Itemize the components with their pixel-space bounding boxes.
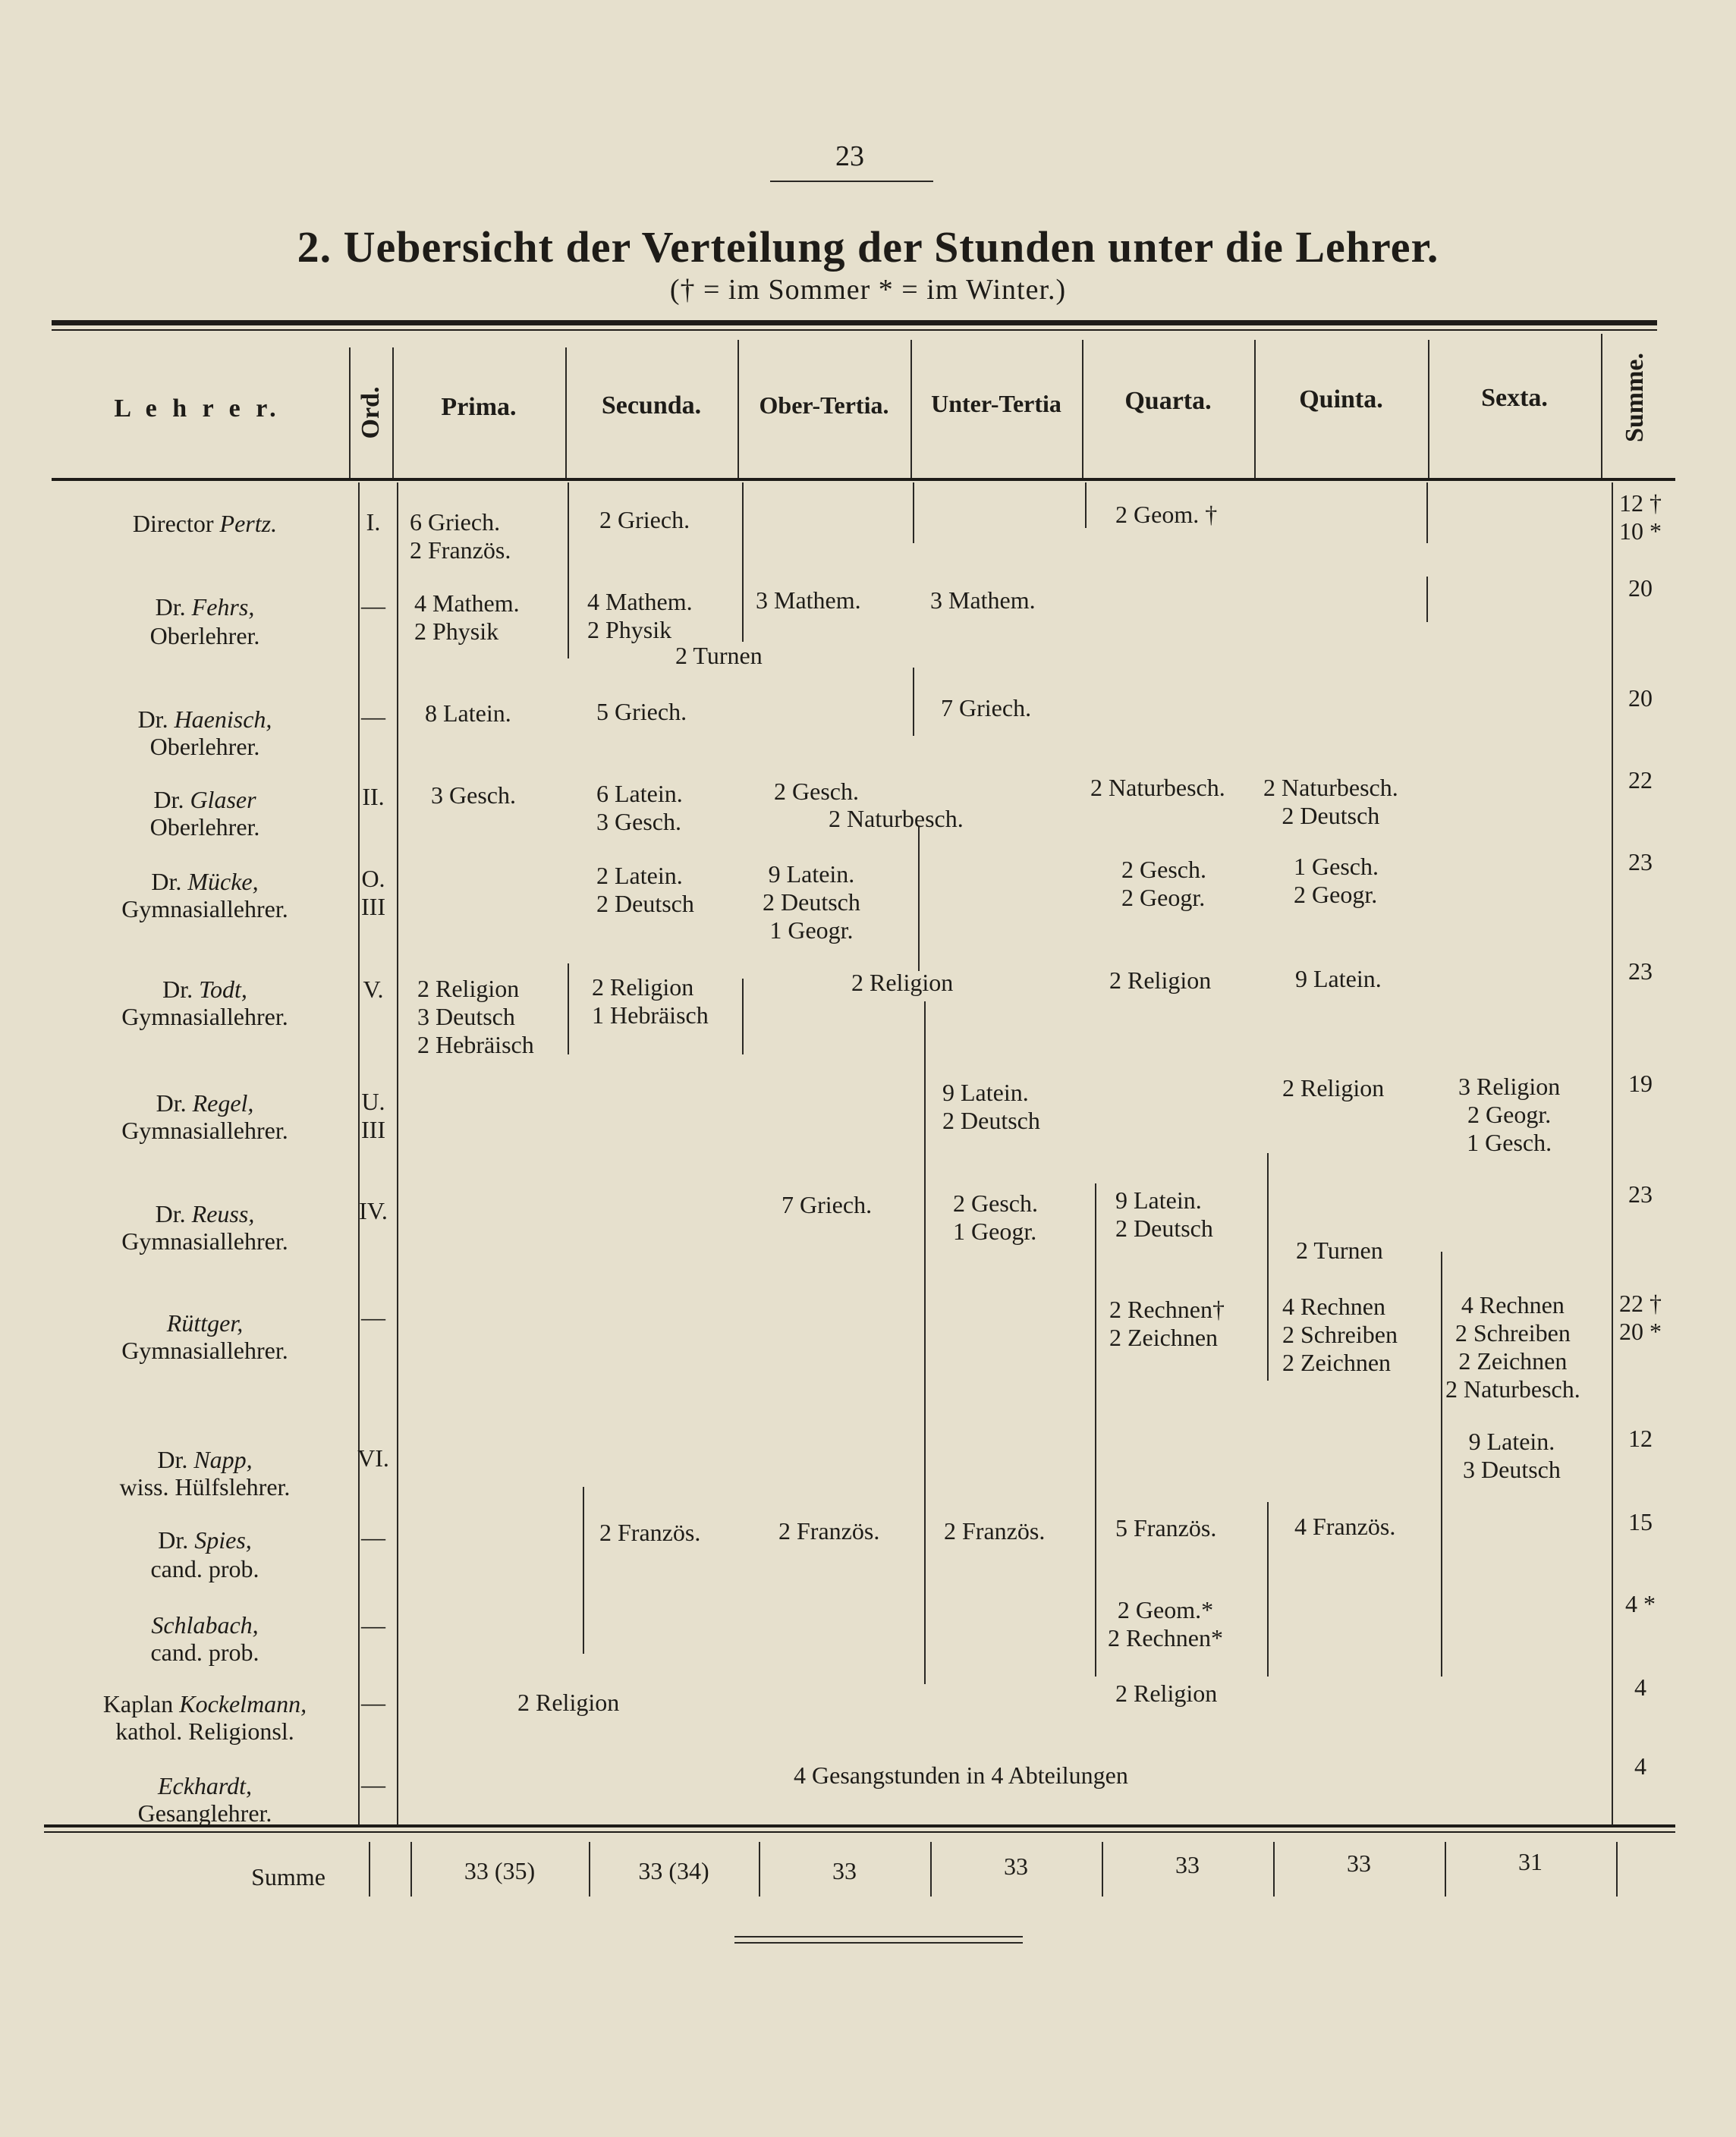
total-quinta: 33 xyxy=(1347,1849,1371,1877)
cell-prima: 8 Latein. xyxy=(425,699,511,727)
teacher-ord: — xyxy=(361,1523,385,1551)
header-bottom-rule xyxy=(52,478,1675,481)
col-divider xyxy=(1441,1252,1442,1677)
page-title: 2. Uebersicht der Verteilung der Stunden unter die Lehrer. xyxy=(297,222,1439,272)
col-divider xyxy=(918,827,920,971)
col-divider xyxy=(568,482,569,658)
col-divider xyxy=(349,347,351,478)
cell-summe: 15 xyxy=(1628,1508,1653,1535)
teacher-title: kathol. Religionsl. xyxy=(115,1717,294,1745)
col-divider xyxy=(1267,1153,1269,1381)
teacher-ord: O. III xyxy=(361,865,385,920)
header-ord: Ord. xyxy=(357,386,385,439)
page-number: 23 xyxy=(835,140,864,172)
teacher-ord: — xyxy=(361,1611,385,1639)
cell-quarta: 2 Gesch. 2 Geogr. xyxy=(1121,856,1206,911)
teacher-title: Oberlehrer. xyxy=(149,622,260,649)
teacher-ord: — xyxy=(361,1689,385,1716)
col-divider xyxy=(913,482,914,543)
teacher-ord: IV. xyxy=(359,1197,388,1224)
col-divider xyxy=(397,482,398,1825)
total-sexta: 31 xyxy=(1518,1848,1543,1875)
cell-summe: 22 xyxy=(1628,766,1653,794)
cell-quinta: 2 Religion xyxy=(1282,1074,1385,1101)
teacher-ord: — xyxy=(361,702,385,730)
cell-span: 2 Religion xyxy=(851,969,954,996)
col-divider xyxy=(1085,482,1087,528)
cell-obertertia: 3 Mathem. xyxy=(756,586,861,614)
teacher-title: cand. prob. xyxy=(150,1555,259,1582)
cell-span: 2 Naturbesch. xyxy=(829,805,964,832)
header-obertertia: Ober-Tertia. xyxy=(759,391,889,419)
teacher-name: Dr. Glaser xyxy=(153,786,256,813)
cell-prima: 2 Religion 3 Deutsch 2 Hebräisch xyxy=(417,975,534,1058)
total-prima: 33 (35) xyxy=(464,1857,536,1884)
teacher-ord: — xyxy=(361,1303,385,1331)
cell-quarta: 5 Französ. xyxy=(1115,1514,1217,1541)
teacher-ord: — xyxy=(361,1771,385,1798)
total-quarta: 33 xyxy=(1175,1851,1200,1878)
cell-quarta: 2 Geom.* 2 Rechnen* xyxy=(1108,1596,1223,1651)
teacher-name: Dr. Spies, xyxy=(158,1526,252,1554)
body-bottom-rule-thin xyxy=(44,1831,1675,1833)
cell-summe: 4 xyxy=(1634,1673,1646,1701)
header-sexta: Sexta. xyxy=(1481,384,1548,412)
cell-quarta: 9 Latein. 2 Deutsch xyxy=(1115,1186,1213,1242)
cell-prima: 4 Mathem. 2 Physik xyxy=(414,589,520,645)
cell-summe: 23 xyxy=(1628,1180,1653,1208)
cell-obertertia: 7 Griech. xyxy=(782,1191,873,1218)
cell-summe: 20 xyxy=(1628,684,1653,712)
cell-span: 2 Turnen xyxy=(1296,1237,1383,1264)
col-divider xyxy=(742,482,744,642)
col-divider xyxy=(568,963,569,1054)
cell-prima: 6 Griech. 2 Französ. xyxy=(410,508,511,564)
cell-span: 2 Religion xyxy=(517,1689,620,1716)
cell-secunda: 2 Griech. xyxy=(599,506,690,533)
teacher-name: Kaplan Kockelmann, xyxy=(102,1690,307,1717)
teacher-title: Gymnasiallehrer. xyxy=(121,1337,288,1364)
teacher-title: Oberlehrer. xyxy=(149,733,260,760)
cell-secunda: 2 Religion 1 Hebräisch xyxy=(592,973,709,1029)
total-obertertia: 33 xyxy=(832,1857,857,1884)
header-quinta: Quinta. xyxy=(1299,385,1383,413)
col-divider xyxy=(1095,1183,1096,1677)
page-subtitle: († = im Sommer * = im Winter.) xyxy=(669,274,1067,306)
col-divider xyxy=(583,1487,584,1654)
total-label: Summe xyxy=(251,1863,326,1890)
header-untertertia: Unter-Tertia xyxy=(931,390,1061,417)
col-divider xyxy=(742,979,744,1054)
table-top-rule xyxy=(52,320,1657,325)
page-number-rule xyxy=(770,181,933,182)
teacher-name: Eckhardt, xyxy=(157,1772,253,1799)
cell-summe: 19 xyxy=(1628,1070,1653,1097)
header-secunda: Secunda. xyxy=(601,391,702,420)
cell-quinta: 1 Gesch. 2 Geogr. xyxy=(1294,853,1379,908)
cell-secunda: 2 Französ. xyxy=(599,1519,701,1546)
col-divider xyxy=(1426,577,1428,622)
teacher-ord: II. xyxy=(362,783,385,810)
table-top-rule-thin xyxy=(52,329,1657,331)
total-secunda: 33 (34) xyxy=(638,1857,709,1884)
teacher-name: Dr. Reuss, xyxy=(155,1200,255,1227)
cell-quinta: 9 Latein. xyxy=(1295,965,1382,992)
teacher-title: Gymnasiallehrer. xyxy=(121,1003,288,1030)
teacher-ord: U. III xyxy=(361,1088,385,1143)
cell-quinta: 4 Rechnen 2 Schreiben 2 Zeichnen xyxy=(1282,1293,1398,1376)
cell-prima: 3 Gesch. xyxy=(431,781,516,809)
teacher-name: Rüttger, xyxy=(166,1309,244,1337)
teacher-ord: VI. xyxy=(357,1444,389,1472)
cell-untertertia: 9 Latein. 2 Deutsch xyxy=(942,1079,1040,1134)
cell-summe: 23 xyxy=(1628,848,1653,875)
teacher-name: Dr. Regel, xyxy=(156,1089,254,1117)
cell-sexta: 3 Religion 2 Geogr. 1 Gesch. xyxy=(1458,1073,1561,1156)
cell-summe: 12 xyxy=(1628,1425,1653,1452)
cell-obertertia: 9 Latein. 2 Deutsch 1 Geogr. xyxy=(763,860,860,944)
cell-summe: 4 * xyxy=(1625,1590,1656,1617)
cell-quarta: 2 Religion xyxy=(1109,966,1212,994)
col-divider xyxy=(1267,1502,1269,1677)
cell-obertertia: 2 Gesch. xyxy=(774,778,859,805)
cell-summe: 20 xyxy=(1628,574,1653,602)
col-divider xyxy=(913,668,914,736)
teacher-name: Schlabach, xyxy=(151,1611,259,1639)
cell-sexta: 9 Latein. 3 Deutsch xyxy=(1463,1428,1561,1483)
header-prima: Prima. xyxy=(441,393,517,421)
teacher-ord: — xyxy=(361,592,385,619)
col-divider xyxy=(1601,334,1602,478)
total-divider xyxy=(369,1842,370,1897)
teacher-name: Dr. Todt, xyxy=(162,976,247,1003)
cell-obertertia: 2 Französ. xyxy=(778,1517,880,1545)
cell-untertertia: 7 Griech. xyxy=(941,694,1032,721)
total-divider xyxy=(1616,1842,1618,1897)
footer-rule xyxy=(734,1936,1023,1937)
cell-untertertia: 2 Französ. xyxy=(944,1517,1046,1545)
header-quarta: Quarta. xyxy=(1124,387,1212,415)
col-divider xyxy=(924,1001,926,1684)
teacher-title: Gymnasiallehrer. xyxy=(121,895,288,922)
footer-rule xyxy=(734,1942,1023,1944)
header-summe: Summe. xyxy=(1621,352,1649,443)
cell-summe: 12 † 10 * xyxy=(1619,489,1662,545)
cell-secunda: 5 Griech. xyxy=(596,698,687,725)
cell-span: 2 Religion xyxy=(1115,1680,1218,1707)
cell-secunda: 4 Mathem. 2 Physik xyxy=(587,588,693,643)
teacher-title: cand. prob. xyxy=(150,1639,259,1666)
total-untertertia: 33 xyxy=(1004,1853,1028,1880)
cell-summe: 22 † 20 * xyxy=(1619,1290,1662,1345)
header-lehrer: L e h r e r. xyxy=(114,394,281,423)
teacher-title: wiss. Hülfslehrer. xyxy=(119,1473,291,1501)
teacher-name: Director Pertz. xyxy=(132,510,278,537)
teacher-ord: I. xyxy=(366,508,381,536)
teacher-title: Oberlehrer. xyxy=(149,813,260,841)
cell-summe: 23 xyxy=(1628,957,1653,985)
cell-quarta: 2 Rechnen† 2 Zeichnen xyxy=(1109,1296,1225,1351)
cell-span: 4 Gesangstunden in 4 Abteilungen xyxy=(794,1761,1128,1789)
cell-span: 2 Turnen xyxy=(675,642,763,669)
teacher-name: Dr. Haenisch, xyxy=(137,706,272,733)
col-divider xyxy=(1426,482,1428,543)
teacher-name: Dr. Mücke, xyxy=(151,868,259,895)
teacher-title: Gymnasiallehrer. xyxy=(121,1227,288,1255)
cell-quarta: 2 Naturbesch. xyxy=(1090,774,1225,801)
cell-untertertia: 2 Gesch. 1 Geogr. xyxy=(953,1189,1038,1245)
cell-quinta: 4 Französ. xyxy=(1294,1513,1396,1540)
teacher-name: Dr. Napp, xyxy=(157,1446,253,1473)
cell-quinta: 2 Naturbesch. 2 Deutsch xyxy=(1263,774,1398,829)
cell-secunda: 2 Latein. 2 Deutsch xyxy=(596,862,694,917)
cell-untertertia: 3 Mathem. xyxy=(930,586,1036,614)
cell-quarta: 2 Geom. † xyxy=(1115,501,1218,528)
teacher-title: Gymnasiallehrer. xyxy=(121,1117,288,1144)
teacher-name: Dr. Fehrs, xyxy=(155,593,255,621)
teacher-ord: V. xyxy=(363,976,384,1003)
cell-summe: 4 xyxy=(1634,1752,1646,1780)
cell-sexta: 4 Rechnen 2 Schreiben 2 Zeichnen 2 Naturbesch. xyxy=(1445,1291,1580,1403)
teacher-title: Gesanglehrer. xyxy=(137,1799,272,1827)
cell-secunda: 6 Latein. 3 Gesch. xyxy=(596,780,683,835)
